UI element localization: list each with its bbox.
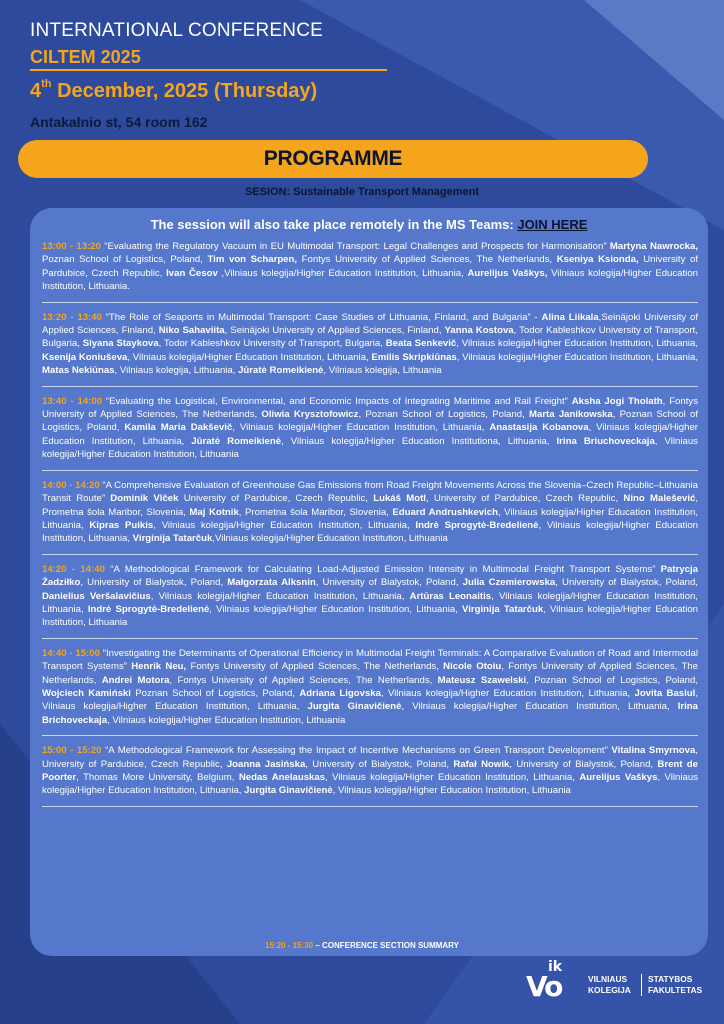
author-affiliation: , Poznan School of Logistics, Poland, [42, 409, 698, 434]
entry-time: 15:00 - 15:20 [42, 745, 102, 757]
author-name: Alina Liikala [541, 311, 599, 323]
join-here-link[interactable]: JOIN HERE [517, 217, 588, 232]
author-name: Jūratė Romeikienė [238, 365, 324, 377]
author-affiliation: Vilniaus kolegija/Higher Education Institution, Lithuania. [42, 267, 698, 293]
author-name: Jurgita Ginavičienė [244, 785, 333, 797]
author-name: Indrė Sprogytė-Bredelienė [87, 603, 210, 615]
logo-text-line: FAKULTETAS [648, 985, 703, 995]
author-affiliation: , University of Bialystok, Poland, [80, 577, 228, 589]
author-affiliation: , Vilniaus kolegija/Higher Education Institution, Lithuania [107, 714, 346, 726]
entry-title: “A Comprehensive Evaluation of Greenhouse Gas Emissions from Road Freight Movements Across the Slovenia–Czech Republic–Lithuania Transit Route” [42, 479, 698, 505]
programme-banner: PROGRAMME [18, 140, 648, 178]
author-affiliation: , Vilniaus kolegija/Higher Education Institution, Lithuania, [456, 351, 698, 363]
author-name: Matas Nekiūnas [42, 365, 115, 377]
conference-address: Antakalnio st, 54 room 162 [30, 114, 208, 130]
author-name: Artūras Leonaitis [409, 590, 492, 602]
author-name: Virginija Tatarčuk [132, 533, 213, 545]
author-name: Anastasija Kobanova [489, 422, 589, 434]
author-affiliation: , Vilniaus kolegija/Higher Education Institution, Lithuania [332, 785, 571, 797]
logo-divider [641, 974, 642, 996]
programme-entry [42, 744, 698, 807]
author-name: Emilis Skripkiūnas [371, 351, 457, 363]
author-name: Patrycja Żadziłko [42, 563, 698, 589]
author-name: Kamila Maria Dakševič [124, 422, 233, 434]
author-name: Rafał Nowik [453, 758, 510, 770]
entry-title: “Evaluating the Logistical, Environmental, and Economic Impacts of Integrating Maritime and Rail Freight” [102, 395, 572, 407]
entry-time: 13:20 - 13:40 [42, 311, 102, 323]
author-name: Jūratė Romeikienė [191, 435, 282, 447]
author-affiliation: ,Vilniaus kolegija/Higher Education Institution, Lithuania [212, 533, 448, 545]
author-name: Siyana Staykova [82, 338, 159, 350]
author-affiliation: , University of Pardubice, Czech Republic, [42, 745, 698, 770]
author-name: Beata Senkevič [385, 338, 457, 350]
logo-text-line: KOLEGIJA [588, 985, 631, 995]
author-affiliation: , Vilniaus kolegija/Higher Education Institution, Lithuania [42, 435, 698, 461]
author-name: Mateusz Szawelski [437, 674, 527, 686]
author-name: Wojciech Kamiński [42, 687, 131, 699]
author-name: Martyna Nawrocka, [609, 241, 698, 252]
college-logo [526, 958, 716, 1014]
author-name: Jurgita Ginavičienė [307, 701, 402, 713]
author-name: Henrik Neu, [131, 661, 187, 673]
remote-notice [30, 217, 708, 232]
date-day: 4 [30, 80, 42, 102]
logo-text-line: VILNIAUS [588, 974, 628, 984]
author-affiliation: , Vilniaus kolegija/Higher Education Institutiona, Lithuania, [281, 435, 557, 447]
author-name: Nicole Otoiu [443, 661, 502, 673]
author-name: Eduard Andrushkevich [392, 506, 498, 518]
author-name: Aurelijus Vaškys, [467, 267, 548, 279]
author-affiliation: Poznan School of Logistics, Poland, [42, 254, 208, 266]
author-affiliation: , Vilniaus kolegija/Higher Education Institution, Lithuania, [42, 506, 698, 531]
programme-entry [42, 563, 698, 639]
entry-time: 13:00 - 13:20 [42, 241, 101, 252]
author-affiliation: , Poznan School of Logistics, Poland, [526, 674, 698, 686]
author-affiliation: , Vilniaus kolegija/Higher Education Institution, Lithuania, [42, 422, 698, 447]
author-name: Nino Malešević [623, 493, 696, 505]
author-name: Jovita Basiul [634, 687, 696, 699]
author-name: Marta Janikowska [529, 409, 613, 421]
header-divider [30, 69, 387, 71]
author-affiliation: , Vilniaus kolegija/Higher Education Institution, Lithuania, [127, 351, 372, 363]
author-name: Vitalina Smyrnova [611, 745, 696, 757]
programme-entries [42, 240, 698, 815]
entry-title: “A Methodological Framework for Calculating Load-Adjusted Emission Intensity in Multimodal Freight Transport Systems” [104, 563, 661, 575]
author-affiliation: , Vilniaus kolegija/Higher Education Institution, Lithuania, [153, 519, 416, 531]
programme-entry [42, 240, 698, 303]
author-affiliation: , Vilniaus kolegija/Higher Education Institution, Lithuania, [209, 603, 463, 615]
logo-text-line: STATYBOS [648, 974, 693, 984]
entry-title: “A Methodological Framework for Assessing the Impact of Incentive Mechanisms on Green Transport Development” [101, 745, 612, 757]
author-affiliation: , Vilniaus kolegija/Higher Education Institution, Lithuania, [325, 772, 580, 783]
author-name: Nedas Anelauskas [238, 772, 326, 783]
conference-type: INTERNATIONAL CONFERENCE [30, 20, 323, 41]
programme-entry [42, 395, 698, 471]
remote-text: The session will also take place remotely in the MS Teams: [150, 217, 518, 232]
author-affiliation: , Todor Kableshkov University of Transport, Bulgaria, [158, 338, 386, 350]
author-affiliation: Fontys University of Applied Sciences, The Netherlands, [186, 661, 444, 673]
author-affiliation: , Seinäjoki University of Applied Sciences, Finland, [224, 325, 445, 337]
author-affiliation: ,Seinäjoki University of Applied Sciences, Finland, [42, 311, 699, 337]
author-affiliation: , Vilniaus kolegija/Higher Education Institution, Lithuania, [42, 590, 698, 615]
author-name: Niko Sahaviita [158, 325, 225, 337]
author-affiliation: , University of Bialystok, Poland, [555, 577, 699, 589]
author-affiliation: , Vilniaus kolegija, Lithuania [323, 365, 442, 377]
author-name: Andrei Motora [101, 674, 170, 686]
entry-title: “Investigating the Determinants of Operational Efficiency in Multimodal Freight Terminals: A Comparative Evaluation of Road and Intermodal Transport Systems” [42, 647, 698, 673]
author-name: Yanna Kostova [444, 325, 514, 337]
author-affiliation: , Vilniaus kolegija/Higher Education Institution, Lithuania, [42, 687, 699, 713]
author-affiliation: , Vilniaus kolegija/Higher Education Institution, Lithuania, [150, 590, 410, 602]
logo-mark-top: ik [548, 959, 563, 975]
author-name: Tim von Scharpen, [207, 254, 298, 266]
author-affiliation: , Vilniaus kolegija/Higher Education Institution, Lithuania, [42, 519, 698, 545]
conference-header [30, 20, 323, 68]
author-affiliation: , Thomas More University, Belgium, [76, 772, 239, 783]
background-shape [584, 0, 724, 120]
author-name: Ksenija Koniuševa [42, 351, 128, 363]
programme-entry [42, 311, 698, 387]
author-name: Aurelijus Vaškys [579, 772, 658, 783]
author-name: Oliwia Krysztofowicz [261, 409, 359, 421]
author-affiliation: , University of Pardubice, Czech Republic, [425, 493, 624, 505]
logo-mark-bottom: Vo [526, 970, 562, 1003]
author-affiliation: , Vilniaus kolegija, Lithuania, [114, 365, 239, 377]
section-summary [0, 941, 724, 950]
author-affiliation: , Vilniaus kolegija/Higher Education Institution, Lithuania, [456, 338, 699, 350]
author-name: Indrė Sprogytė-Bredelienė [415, 519, 539, 531]
author-affiliation: , Vilniaus kolegija/Higher Education Institution, Lithuania, [42, 772, 698, 797]
author-name: Virginija Tatarčuk [462, 603, 544, 615]
entry-time: 13:40 - 14:00 [42, 395, 103, 407]
entry-time: 14:20 - 14:40 [42, 563, 105, 575]
programme-entry [42, 479, 698, 555]
author-affiliation: Fontys University of Applied Sciences, The Netherlands, [297, 254, 557, 266]
session-title: SESION: Sustainable Transport Management [244, 186, 480, 198]
author-name: Małgorzata Alksnin [227, 577, 316, 589]
author-affiliation: , Vilniaus kolegija/Higher Education Institution, Lithuania, [401, 701, 678, 713]
logo-faculty-name [648, 974, 702, 996]
author-name: Brent de Poorter [42, 758, 698, 783]
author-name: Dominik Vlček [110, 493, 179, 505]
author-affiliation: , Prometna šola Maribor, Slovenia, [42, 493, 698, 518]
author-affiliation: , University of Bialystok, Poland, [315, 577, 463, 589]
author-affiliation: , Fontys University of Applied Sciences, The Netherlands, [169, 674, 438, 686]
entry-time: 14:40 - 15:00 [42, 647, 100, 659]
author-affiliation: ,Vilniaus kolegija/Higher Education Institution, Lithuania, [217, 267, 468, 279]
entry-title: “The Role of Seaports in Multimodal Transport: Case Studies of Lithuania, Finland, and Bulgaria” - [101, 311, 542, 323]
author-affiliation: University of Pardubice, Czech Republic, [42, 254, 698, 279]
author-name: Maj Kotnik [189, 506, 239, 518]
author-affiliation: , University of Bialystok, Poland, [305, 758, 454, 770]
author-affiliation: , Poznan School of Logistics, Poland, [358, 409, 529, 421]
author-affiliation: , Prometna šola Maribor, Slovenia, [238, 506, 393, 518]
author-name: Joanna Jasińska [226, 758, 306, 770]
author-affiliation: , Fontys University of Applied Sciences, The Netherlands, [42, 395, 698, 421]
author-name: Adriana Ligovska [299, 687, 381, 699]
date-suffix: th [41, 78, 52, 90]
author-affiliation: , University of Bialystok, Poland, [509, 758, 658, 770]
author-affiliation: , Vilniaus kolegija/Higher Education Institution, Lithuania, [232, 422, 490, 434]
logo-college-name [588, 974, 631, 996]
author-name: Julia Czemierowska [462, 577, 556, 589]
author-affiliation: , Vilniaus kolegija/Higher Education Institution, Lithuania [42, 603, 698, 629]
author-name: Irina Briuchoveckaja [556, 435, 655, 447]
author-name: Danielius Veršalavičius [42, 590, 151, 602]
summary-time: 15:20 - 15:30 [265, 941, 314, 950]
summary-text: – CONFERENCE SECTION SUMMARY [313, 941, 459, 950]
conference-date [30, 80, 317, 103]
author-name: Irina Brichoveckaja [42, 701, 698, 726]
author-name: Aksha Jogi Tholath [571, 395, 663, 407]
entry-title: “Evaluating the Regulatory Vacuum in EU Multimodal Transport: Legal Challenges and Prospects for Harmonisation” [100, 241, 610, 252]
author-name: Lukáš Motl [373, 493, 426, 505]
author-affiliation: Poznan School of Logistics, Poland, [130, 687, 300, 699]
author-name: Ivan Česov [166, 267, 218, 279]
author-affiliation: , Todor Kableshkov University of Transport, Bulgaria, [42, 325, 698, 350]
author-affiliation: , Vilniaus kolegija/Higher Education Institution, Lithuania, [380, 687, 635, 699]
author-affiliation: University of Pardubice, Czech Republic, [178, 493, 374, 505]
author-affiliation: , Fontys University of Applied Sciences, The Netherlands, [42, 661, 698, 686]
date-rest: December, 2025 (Thursday) [51, 80, 318, 102]
conference-name: CILTEM 2025 [30, 47, 141, 67]
author-name: Kseniya Ksionda, [556, 254, 639, 266]
entry-time: 14:00 - 14:20 [42, 479, 100, 491]
author-name: Kipras Puikis [89, 519, 154, 531]
programme-entry [42, 647, 698, 736]
